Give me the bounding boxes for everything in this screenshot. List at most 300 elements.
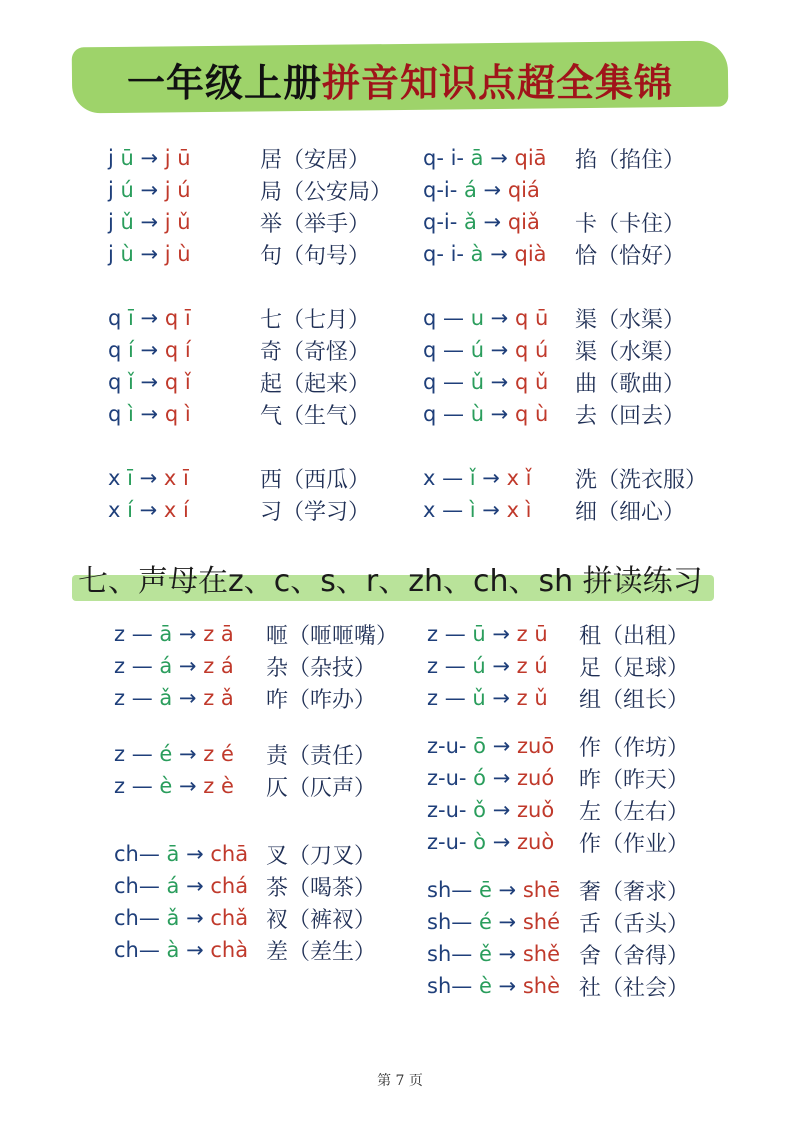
syllable-result: z ā bbox=[203, 622, 234, 646]
initial: x — bbox=[423, 466, 470, 490]
syllable-result: shè bbox=[522, 974, 560, 998]
syllable-result: j ū bbox=[164, 146, 191, 170]
final-vowel: ǎ bbox=[159, 686, 173, 710]
arrow-icon: → bbox=[133, 210, 165, 234]
top-right-column bbox=[423, 142, 707, 526]
arrow-icon: → bbox=[133, 306, 165, 330]
arrow-icon: → bbox=[172, 774, 204, 798]
pinyin-row bbox=[114, 838, 398, 870]
final-vowel: ì bbox=[128, 402, 134, 426]
pinyin-row bbox=[114, 738, 398, 770]
pinyin-group bbox=[108, 462, 392, 526]
syllable-result: q ù bbox=[514, 402, 549, 426]
pinyin-formula bbox=[114, 906, 266, 930]
pinyin-formula bbox=[108, 306, 260, 330]
initial: z-u- bbox=[427, 734, 474, 758]
final-vowel: ǔ bbox=[472, 686, 486, 710]
syllable-result: x ī bbox=[163, 466, 189, 490]
pinyin-group bbox=[427, 618, 689, 714]
syllable-result: z ū bbox=[516, 622, 548, 646]
final-vowel: ǎ bbox=[464, 210, 477, 234]
pinyin-formula bbox=[427, 830, 579, 854]
hanzi-example: 舍（舍得） bbox=[579, 943, 690, 969]
pinyin-row bbox=[423, 302, 707, 334]
syllable-result: z ú bbox=[516, 654, 548, 678]
pinyin-formula bbox=[423, 210, 575, 234]
syllable-result: q ú bbox=[514, 338, 549, 362]
pinyin-row bbox=[427, 906, 689, 938]
hanzi-example: 洗（洗衣服） bbox=[575, 467, 708, 493]
syllable-result: zuò bbox=[516, 830, 555, 854]
hanzi-example: 七（七月） bbox=[260, 307, 371, 333]
pinyin-row bbox=[423, 334, 707, 366]
arrow-icon: → bbox=[485, 622, 517, 646]
pinyin-row bbox=[427, 682, 689, 714]
pinyin-formula bbox=[108, 242, 260, 266]
initial: j bbox=[108, 178, 121, 202]
initial: z — bbox=[427, 622, 473, 646]
final-vowel: ú bbox=[120, 178, 134, 202]
hanzi-example: 西（西瓜） bbox=[260, 467, 371, 493]
arrow-icon: → bbox=[475, 498, 507, 522]
initial: sh— bbox=[427, 878, 479, 902]
hanzi-example: 杂（杂技） bbox=[266, 655, 377, 681]
initial: z-u- bbox=[427, 766, 474, 790]
initial: j bbox=[108, 242, 121, 266]
final-vowel: é bbox=[478, 910, 492, 934]
hanzi-example: 差（差生） bbox=[266, 939, 377, 965]
pinyin-group bbox=[423, 302, 707, 430]
arrow-icon: → bbox=[484, 306, 515, 330]
arrow-icon: → bbox=[486, 798, 517, 822]
arrow-icon: → bbox=[172, 654, 204, 678]
syllable-result: j ú bbox=[164, 178, 191, 202]
pinyin-row bbox=[108, 494, 392, 526]
hanzi-example: 叉（刀叉） bbox=[266, 843, 377, 869]
initial: z — bbox=[114, 774, 160, 798]
syllable-result: q ū bbox=[514, 306, 549, 330]
initial: q-i- bbox=[423, 210, 464, 234]
hanzi-example: 去（回去） bbox=[575, 403, 686, 429]
arrow-icon: → bbox=[485, 686, 517, 710]
arrow-icon: → bbox=[179, 906, 211, 930]
initial: q — bbox=[423, 370, 471, 394]
initial: q — bbox=[423, 338, 471, 362]
arrow-icon: → bbox=[476, 210, 508, 234]
hanzi-example: 茶（喝茶） bbox=[266, 875, 377, 901]
syllable-result: z é bbox=[203, 742, 234, 766]
syllable-result: zuó bbox=[516, 766, 555, 790]
pinyin-formula bbox=[114, 938, 266, 962]
syllable-result: q í bbox=[164, 338, 191, 362]
final-vowel: ú bbox=[472, 654, 486, 678]
syllable-result: qiá bbox=[507, 178, 540, 202]
final-vowel: ī bbox=[128, 306, 134, 330]
arrow-icon: → bbox=[172, 622, 204, 646]
initial: q bbox=[108, 338, 129, 362]
final-vowel: ě bbox=[478, 942, 492, 966]
bottom-right-column bbox=[427, 618, 689, 1002]
pinyin-formula bbox=[114, 622, 266, 646]
initial: x bbox=[108, 466, 128, 490]
hanzi-example: 舌（舌头） bbox=[579, 911, 690, 937]
pinyin-formula bbox=[108, 498, 260, 522]
initial: q bbox=[108, 402, 129, 426]
initial: z-u- bbox=[427, 830, 474, 854]
syllable-result: qiǎ bbox=[507, 210, 540, 234]
final-vowel: á bbox=[166, 874, 180, 898]
pinyin-formula bbox=[108, 338, 260, 362]
final-vowel: ī bbox=[127, 466, 133, 490]
syllable-result: chá bbox=[210, 874, 249, 898]
final-vowel: ā bbox=[159, 622, 173, 646]
final-vowel: í bbox=[128, 338, 134, 362]
pinyin-formula bbox=[427, 686, 579, 710]
pinyin-row bbox=[427, 938, 689, 970]
final-vowel: ū bbox=[120, 146, 134, 170]
pinyin-formula bbox=[427, 910, 579, 934]
pinyin-row bbox=[427, 826, 689, 858]
syllable-result: shē bbox=[522, 878, 560, 902]
initial: sh— bbox=[427, 942, 479, 966]
hanzi-example: 句（句号） bbox=[260, 243, 371, 269]
final-vowel: ǔ bbox=[120, 210, 134, 234]
initial: ch— bbox=[114, 938, 167, 962]
hanzi-example: 足（足球） bbox=[579, 655, 690, 681]
final-vowel: ò bbox=[473, 830, 487, 854]
pinyin-row bbox=[423, 462, 707, 494]
syllable-result: zuǒ bbox=[516, 798, 555, 822]
pinyin-row bbox=[114, 650, 398, 682]
pinyin-formula bbox=[423, 370, 575, 394]
syllable-result: chà bbox=[210, 938, 249, 962]
arrow-icon: → bbox=[484, 338, 515, 362]
initial: q bbox=[108, 370, 129, 394]
arrow-icon: → bbox=[133, 402, 165, 426]
arrow-icon: → bbox=[491, 878, 523, 902]
pinyin-row bbox=[108, 206, 392, 238]
initial: q- i- bbox=[423, 242, 471, 266]
pinyin-row bbox=[108, 334, 392, 366]
initial: q bbox=[108, 306, 129, 330]
syllable-result: q ì bbox=[164, 402, 191, 426]
hanzi-example: 社（社会） bbox=[579, 975, 690, 1001]
syllable-result: q ǔ bbox=[514, 370, 549, 394]
hanzi-example: 掐（掐住） bbox=[575, 147, 686, 173]
arrow-icon: → bbox=[486, 830, 517, 854]
hanzi-example: 作（作坊） bbox=[579, 735, 690, 761]
arrow-icon: → bbox=[491, 910, 523, 934]
pinyin-row bbox=[114, 870, 398, 902]
final-vowel: è bbox=[478, 974, 492, 998]
hanzi-example: 奢（奢求） bbox=[579, 879, 690, 905]
syllable-result: chǎ bbox=[210, 906, 249, 930]
hanzi-example: 举（举手） bbox=[260, 211, 371, 237]
arrow-icon: → bbox=[483, 242, 515, 266]
hanzi-example: 习（学习） bbox=[260, 499, 371, 525]
final-vowel: à bbox=[470, 242, 484, 266]
initial: z — bbox=[427, 686, 473, 710]
pinyin-group bbox=[427, 874, 689, 1002]
syllable-result: zuō bbox=[516, 734, 555, 758]
arrow-icon: → bbox=[476, 178, 508, 202]
pinyin-formula bbox=[427, 734, 579, 758]
syllable-result: z ǔ bbox=[516, 686, 548, 710]
pinyin-row bbox=[114, 770, 398, 802]
final-vowel: ō bbox=[473, 734, 487, 758]
hanzi-example: 卡（卡住） bbox=[575, 211, 686, 237]
syllable-result: z è bbox=[203, 774, 234, 798]
pinyin-formula bbox=[427, 878, 579, 902]
title-part-red: 拼音知识点超全集锦 bbox=[322, 61, 674, 105]
hanzi-example: 曲（歌曲） bbox=[575, 371, 686, 397]
arrow-icon: → bbox=[132, 498, 164, 522]
final-vowel: ǎ bbox=[166, 906, 180, 930]
syllable-result: j ù bbox=[164, 242, 191, 266]
pinyin-row bbox=[427, 730, 689, 762]
initial: ch— bbox=[114, 842, 167, 866]
pinyin-formula bbox=[114, 874, 266, 898]
pinyin-group bbox=[114, 618, 398, 714]
pinyin-row bbox=[114, 934, 398, 966]
syllable-result: x ì bbox=[506, 498, 532, 522]
initial: j bbox=[108, 146, 121, 170]
pinyin-formula bbox=[427, 766, 579, 790]
initial: z — bbox=[114, 686, 160, 710]
pinyin-row bbox=[108, 238, 392, 270]
pinyin-formula bbox=[108, 402, 260, 426]
pinyin-group bbox=[423, 462, 707, 526]
final-vowel: à bbox=[166, 938, 180, 962]
pinyin-group bbox=[423, 142, 707, 270]
hanzi-example: 奇（奇怪） bbox=[260, 339, 371, 365]
initial: ch— bbox=[114, 874, 167, 898]
syllable-result: chā bbox=[210, 842, 249, 866]
arrow-icon: → bbox=[484, 402, 515, 426]
pinyin-row bbox=[423, 206, 707, 238]
initial: q — bbox=[423, 402, 471, 426]
title-part-black: 一年级上册 bbox=[126, 61, 322, 105]
pinyin-row bbox=[114, 618, 398, 650]
pinyin-row bbox=[423, 174, 707, 206]
arrow-icon: → bbox=[133, 178, 165, 202]
pinyin-row bbox=[423, 366, 707, 398]
final-vowel: ǐ bbox=[128, 370, 134, 394]
arrow-icon: → bbox=[172, 742, 204, 766]
final-vowel: ì bbox=[469, 498, 476, 522]
hanzi-example: 责（责任） bbox=[266, 743, 377, 769]
initial: z — bbox=[114, 654, 160, 678]
initial: z — bbox=[427, 654, 473, 678]
pinyin-row bbox=[427, 618, 689, 650]
section-heading: 七、声母在z、c、s、r、zh、ch、sh 拼读练习 bbox=[78, 564, 703, 599]
hanzi-example: 租（出租） bbox=[579, 623, 690, 649]
pinyin-formula bbox=[114, 842, 266, 866]
initial: x bbox=[108, 498, 128, 522]
arrow-icon: → bbox=[133, 146, 165, 170]
pinyin-row bbox=[114, 682, 398, 714]
arrow-icon: → bbox=[133, 370, 165, 394]
syllable-result: z ǎ bbox=[203, 686, 234, 710]
hanzi-example: 衩（裤衩） bbox=[266, 907, 377, 933]
arrow-icon: → bbox=[132, 466, 164, 490]
pinyin-formula bbox=[108, 146, 260, 170]
pinyin-row bbox=[108, 302, 392, 334]
final-vowel: ù bbox=[120, 242, 134, 266]
pinyin-formula bbox=[108, 178, 260, 202]
arrow-icon: → bbox=[133, 338, 165, 362]
pinyin-formula bbox=[114, 742, 266, 766]
arrow-icon: → bbox=[475, 466, 507, 490]
syllable-result: q ǐ bbox=[164, 370, 191, 394]
pinyin-formula bbox=[423, 306, 575, 330]
initial: j bbox=[108, 210, 121, 234]
final-vowel: ē bbox=[478, 878, 492, 902]
pinyin-formula bbox=[427, 974, 579, 998]
hanzi-example: 恰（恰好） bbox=[575, 243, 686, 269]
pinyin-formula bbox=[423, 402, 575, 426]
hanzi-example: 气（生气） bbox=[260, 403, 371, 429]
page-number: 第 7 页 bbox=[377, 1073, 423, 1089]
arrow-icon: → bbox=[486, 734, 517, 758]
pinyin-formula bbox=[114, 654, 266, 678]
hanzi-example: 作（作业） bbox=[579, 831, 690, 857]
syllable-result: j ǔ bbox=[164, 210, 191, 234]
pinyin-row bbox=[427, 794, 689, 826]
initial: z-u- bbox=[427, 798, 474, 822]
hanzi-example: 渠（水渠） bbox=[575, 339, 686, 365]
pinyin-row bbox=[423, 142, 707, 174]
hanzi-example: 咂（咂咂嘴） bbox=[266, 623, 399, 649]
syllable-result: x ǐ bbox=[506, 466, 532, 490]
hanzi-example: 左（左右） bbox=[579, 799, 690, 825]
hanzi-example: 渠（水渠） bbox=[575, 307, 686, 333]
final-vowel: ú bbox=[470, 338, 484, 362]
pinyin-row bbox=[108, 142, 392, 174]
initial: sh— bbox=[427, 974, 479, 998]
syllable-result: qiā bbox=[514, 146, 547, 170]
final-vowel: á bbox=[159, 654, 173, 678]
pinyin-row bbox=[114, 902, 398, 934]
arrow-icon: → bbox=[179, 874, 211, 898]
hanzi-example: 起（起来） bbox=[260, 371, 371, 397]
pinyin-formula bbox=[114, 686, 266, 710]
final-vowel: u bbox=[470, 306, 484, 330]
initial: z — bbox=[114, 622, 160, 646]
pinyin-formula bbox=[108, 210, 260, 234]
final-vowel: ū bbox=[472, 622, 486, 646]
pinyin-formula bbox=[423, 242, 575, 266]
pinyin-group bbox=[108, 142, 392, 270]
arrow-icon: → bbox=[485, 654, 517, 678]
final-vowel: ǒ bbox=[473, 798, 487, 822]
pinyin-row bbox=[108, 462, 392, 494]
pinyin-row bbox=[427, 874, 689, 906]
pinyin-group bbox=[427, 730, 689, 858]
pinyin-row bbox=[423, 398, 707, 430]
bottom-left-column bbox=[114, 618, 398, 966]
pinyin-group bbox=[114, 738, 398, 802]
arrow-icon: → bbox=[491, 974, 523, 998]
final-vowel: ó bbox=[473, 766, 487, 790]
syllable-result: shě bbox=[522, 942, 560, 966]
hanzi-example: 咋（咋办） bbox=[266, 687, 377, 713]
final-vowel: ǐ bbox=[469, 466, 476, 490]
pinyin-formula bbox=[423, 466, 575, 490]
hanzi-example: 细（细心） bbox=[575, 499, 686, 525]
pinyin-row bbox=[427, 650, 689, 682]
arrow-icon: → bbox=[133, 242, 165, 266]
final-vowel: í bbox=[127, 498, 133, 522]
page-title bbox=[0, 52, 800, 107]
arrow-icon: → bbox=[179, 842, 211, 866]
final-vowel: è bbox=[159, 774, 173, 798]
pinyin-group bbox=[108, 302, 392, 430]
pinyin-row bbox=[427, 970, 689, 1002]
initial: q- i- bbox=[423, 146, 471, 170]
hanzi-example: 局（公安局） bbox=[260, 179, 393, 205]
initial: sh— bbox=[427, 910, 479, 934]
arrow-icon: → bbox=[179, 938, 211, 962]
initial: q-i- bbox=[423, 178, 464, 202]
pinyin-row bbox=[108, 398, 392, 430]
arrow-icon: → bbox=[172, 686, 204, 710]
initial: q — bbox=[423, 306, 471, 330]
hanzi-example: 昨（昨天） bbox=[579, 767, 690, 793]
arrow-icon: → bbox=[484, 370, 515, 394]
hanzi-example: 居（安居） bbox=[260, 147, 371, 173]
syllable-result: qià bbox=[514, 242, 547, 266]
initial: z — bbox=[114, 742, 160, 766]
pinyin-group bbox=[114, 838, 398, 966]
pinyin-formula bbox=[423, 338, 575, 362]
pinyin-row bbox=[427, 762, 689, 794]
top-left-column bbox=[108, 142, 392, 526]
initial: x — bbox=[423, 498, 470, 522]
pinyin-formula bbox=[423, 178, 575, 202]
final-vowel: ǔ bbox=[470, 370, 484, 394]
pinyin-row bbox=[423, 238, 707, 270]
pinyin-formula bbox=[108, 370, 260, 394]
syllable-result: z á bbox=[203, 654, 234, 678]
final-vowel: ā bbox=[470, 146, 484, 170]
pinyin-formula bbox=[423, 146, 575, 170]
pinyin-formula bbox=[427, 798, 579, 822]
arrow-icon: → bbox=[486, 766, 517, 790]
final-vowel: ù bbox=[470, 402, 484, 426]
syllable-result: shé bbox=[522, 910, 560, 934]
syllable-result: q ī bbox=[164, 306, 191, 330]
pinyin-formula bbox=[427, 622, 579, 646]
pinyin-row bbox=[423, 494, 707, 526]
arrow-icon: → bbox=[491, 942, 523, 966]
pinyin-formula bbox=[114, 774, 266, 798]
pinyin-formula bbox=[423, 498, 575, 522]
pinyin-row bbox=[108, 174, 392, 206]
syllable-result: x í bbox=[163, 498, 189, 522]
final-vowel: é bbox=[159, 742, 173, 766]
pinyin-formula bbox=[108, 466, 260, 490]
pinyin-formula bbox=[427, 942, 579, 966]
final-vowel: á bbox=[464, 178, 477, 202]
pinyin-formula bbox=[427, 654, 579, 678]
hanzi-example: 仄（仄声） bbox=[266, 775, 377, 801]
final-vowel: ā bbox=[166, 842, 180, 866]
pinyin-row bbox=[108, 366, 392, 398]
arrow-icon: → bbox=[483, 146, 515, 170]
initial: ch— bbox=[114, 906, 167, 930]
hanzi-example: 组（组长） bbox=[579, 687, 690, 713]
